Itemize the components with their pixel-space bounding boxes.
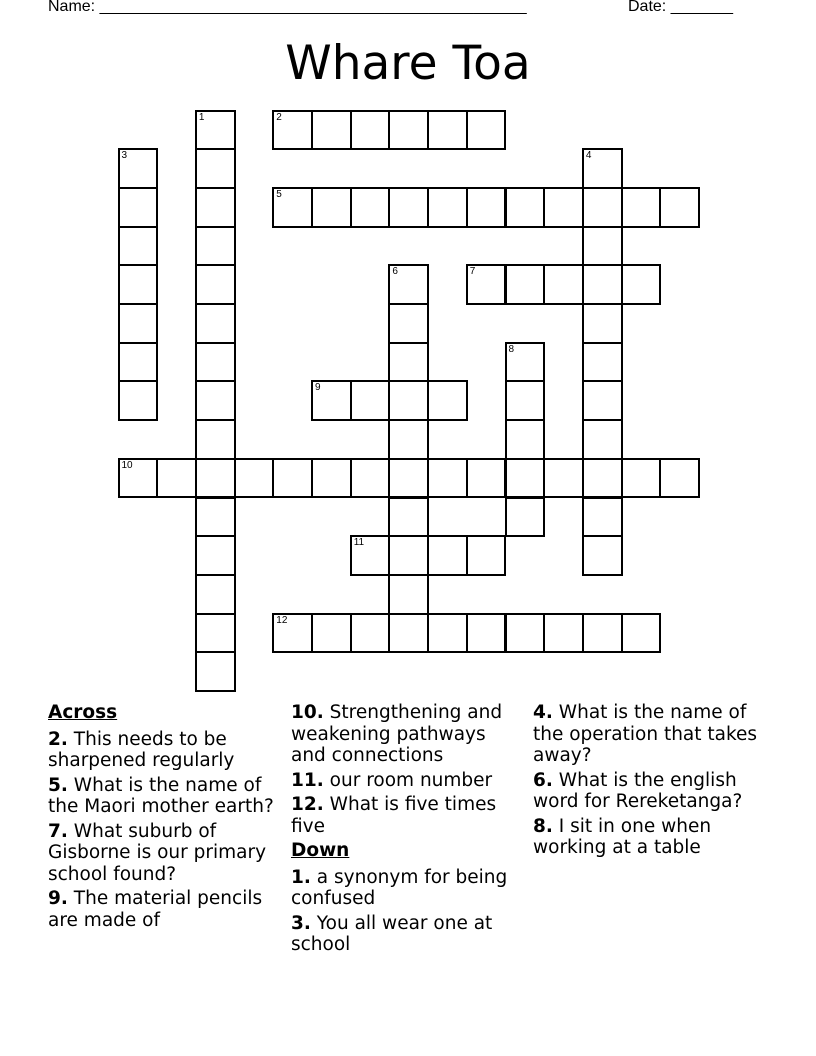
clue-text: What is the name of the Maori mother earth? — [48, 774, 274, 817]
grid-cell[interactable] — [659, 187, 700, 228]
grid-cell[interactable] — [505, 342, 546, 383]
grid-cell[interactable] — [466, 187, 507, 228]
clue-number: 12. — [291, 794, 324, 815]
grid-cell[interactable] — [427, 380, 468, 421]
clue-text: I sit in one when working at a table — [533, 815, 712, 858]
cell-number: 12 — [276, 614, 288, 626]
grid-cell[interactable] — [195, 497, 236, 538]
grid-cell[interactable] — [543, 264, 584, 305]
grid-cell[interactable] — [118, 303, 159, 344]
grid-cell[interactable] — [505, 613, 546, 654]
grid-cell[interactable] — [427, 535, 468, 576]
grid-cell[interactable] — [582, 187, 623, 228]
cell-number: 10 — [121, 459, 133, 471]
clue-down-1 — [291, 867, 521, 910]
grid-cell[interactable] — [621, 264, 662, 305]
grid-cell[interactable] — [195, 380, 236, 421]
grid-cell[interactable] — [582, 303, 623, 344]
cell-number: 11 — [353, 537, 365, 549]
grid-cell[interactable] — [388, 264, 429, 305]
grid-cell[interactable] — [388, 613, 429, 654]
grid-cell[interactable] — [466, 535, 507, 576]
grid-cell[interactable] — [350, 535, 391, 576]
cell-number: 2 — [276, 111, 282, 123]
grid-cell[interactable] — [388, 187, 429, 228]
grid-cell[interactable] — [118, 380, 159, 421]
grid-cell[interactable] — [388, 303, 429, 344]
cell-number: 4 — [585, 150, 592, 162]
grid-cell[interactable] — [621, 187, 662, 228]
clue-text: Strengthening and weakening pathways and connections — [291, 702, 503, 766]
grid-cell[interactable] — [659, 458, 700, 499]
clue-across-10 — [291, 702, 521, 767]
grid-cell[interactable] — [388, 497, 429, 538]
clue-text: This needs to be sharpened regularly — [48, 728, 235, 771]
grid-cell[interactable] — [388, 342, 429, 383]
grid-cell[interactable] — [388, 110, 429, 151]
grid-cell[interactable] — [582, 380, 623, 421]
clue-number: 1. — [291, 866, 311, 888]
grid-cell[interactable] — [195, 148, 236, 189]
grid-cell[interactable] — [234, 458, 275, 499]
clue-number: 4. — [533, 702, 553, 723]
name-field — [48, 0, 527, 16]
clue-down-3 — [291, 913, 521, 956]
down-heading: Down — [291, 840, 350, 861]
grid-cell[interactable] — [118, 226, 159, 267]
grid-cell[interactable] — [272, 613, 313, 654]
clue-number: 11. — [291, 769, 324, 791]
cell-number: 7 — [469, 266, 476, 278]
grid-cell[interactable] — [505, 458, 546, 499]
clue-down-6 — [533, 770, 768, 813]
clue-across-2 — [48, 729, 284, 772]
grid-cell[interactable] — [350, 613, 391, 654]
grid-cell[interactable] — [156, 458, 197, 499]
grid-cell[interactable] — [466, 613, 507, 654]
clue-column-1 — [48, 702, 284, 934]
grid-cell[interactable] — [195, 187, 236, 228]
grid-cell[interactable] — [505, 419, 546, 460]
grid-cell[interactable] — [505, 380, 546, 421]
grid-cell[interactable] — [350, 110, 391, 151]
clue-number: 5. — [48, 774, 68, 796]
clue-number: 8. — [533, 815, 553, 837]
grid-cell[interactable] — [118, 264, 159, 305]
grid-cell[interactable] — [427, 613, 468, 654]
clue-text: What is the name of the operation that takes away? — [533, 702, 758, 766]
clue-column-3 — [533, 702, 768, 862]
grid-cell[interactable] — [272, 458, 313, 499]
grid-cell[interactable] — [582, 226, 623, 267]
grid-cell[interactable] — [582, 419, 623, 460]
grid-cell[interactable] — [466, 110, 507, 151]
grid-cell[interactable] — [311, 613, 352, 654]
cell-number: 3 — [121, 150, 128, 162]
clue-text: What is the english word for Rereketanga? — [533, 769, 743, 812]
grid-cell[interactable] — [621, 613, 662, 654]
cell-number: 8 — [508, 343, 515, 355]
grid-cell[interactable] — [311, 458, 352, 499]
grid-cell[interactable] — [195, 264, 236, 305]
grid-cell[interactable] — [582, 342, 623, 383]
grid-cell[interactable] — [505, 264, 546, 305]
clue-column-2 — [291, 702, 521, 959]
grid-cell[interactable] — [388, 574, 429, 615]
grid-cell[interactable] — [272, 110, 313, 151]
grid-cell[interactable] — [195, 342, 236, 383]
grid-cell[interactable] — [195, 613, 236, 654]
clue-across-7 — [48, 821, 284, 886]
grid-cell[interactable] — [543, 187, 584, 228]
grid-cell[interactable] — [582, 613, 623, 654]
grid-cell[interactable] — [195, 419, 236, 460]
clue-number: 2. — [48, 728, 68, 750]
clue-down-4 — [533, 702, 768, 767]
clue-number: 3. — [291, 912, 311, 934]
grid-cell[interactable] — [582, 458, 623, 499]
grid-cell[interactable] — [118, 148, 159, 189]
grid-cell[interactable] — [388, 535, 429, 576]
grid-cell[interactable] — [195, 535, 236, 576]
grid-cell[interactable] — [388, 458, 429, 499]
grid-cell[interactable] — [582, 497, 623, 538]
cell-number: 5 — [276, 188, 282, 200]
clue-across-9 — [48, 888, 284, 931]
grid-cell[interactable] — [582, 264, 623, 305]
clue-text: a synonym for being confused — [291, 866, 508, 909]
clue-number: 6. — [533, 769, 553, 791]
clue-text: The material pencils are made of — [48, 888, 263, 931]
clue-across-11 — [291, 770, 521, 792]
cell-number: 1 — [198, 111, 205, 123]
grid-cell[interactable] — [505, 497, 546, 538]
name-line[interactable]: ________________________________________________ — [99, 0, 527, 15]
date-label: Date: — [628, 0, 671, 15]
grid-cell[interactable] — [427, 458, 468, 499]
grid-cell[interactable] — [388, 380, 429, 421]
grid-cell[interactable] — [350, 380, 391, 421]
grid-cell[interactable] — [466, 264, 507, 305]
cell-number: 9 — [315, 382, 321, 394]
grid-cell[interactable] — [466, 458, 507, 499]
clue-text: What is five times five — [291, 794, 497, 837]
cell-number: 6 — [392, 266, 398, 278]
clue-text: our room number — [329, 769, 493, 791]
clue-number: 7. — [48, 820, 68, 842]
puzzle-title: Whare Toa — [285, 36, 531, 91]
grid-cell[interactable] — [311, 187, 352, 228]
date-line[interactable]: _______ — [670, 0, 733, 15]
grid-cell[interactable] — [350, 187, 391, 228]
grid-cell[interactable] — [118, 187, 159, 228]
clue-number: 10. — [291, 702, 324, 723]
grid-cell[interactable] — [505, 187, 546, 228]
grid-cell[interactable] — [195, 458, 236, 499]
clue-across-5 — [48, 775, 284, 818]
grid-cell[interactable] — [350, 458, 391, 499]
grid-cell[interactable] — [311, 110, 352, 151]
grid-cell[interactable] — [311, 380, 352, 421]
grid-cell[interactable] — [272, 187, 313, 228]
clue-across-12 — [291, 794, 521, 837]
grid-cell[interactable] — [118, 342, 159, 383]
grid-cell[interactable] — [195, 651, 236, 692]
date-field — [628, 0, 733, 16]
grid-cell[interactable] — [195, 574, 236, 615]
grid-cell[interactable] — [427, 110, 468, 151]
grid-cell[interactable] — [582, 535, 623, 576]
grid-cell[interactable] — [621, 458, 662, 499]
grid-cell[interactable] — [543, 458, 584, 499]
grid-cell[interactable] — [582, 148, 623, 189]
clue-number: 9. — [48, 888, 68, 909]
clue-down-8 — [533, 816, 768, 859]
name-label: Name: — [48, 0, 100, 15]
across-heading: Across — [48, 702, 118, 723]
grid-cell[interactable] — [195, 110, 236, 151]
grid-cell[interactable] — [427, 187, 468, 228]
grid-cell[interactable] — [118, 458, 159, 499]
clue-text: What suburb of Gisborne is our primary school found? — [48, 820, 267, 885]
grid-cell[interactable] — [543, 613, 584, 654]
grid-cell[interactable] — [195, 226, 236, 267]
clue-text: You all wear one at school — [291, 912, 493, 955]
grid-cell[interactable] — [195, 303, 236, 344]
grid-cell[interactable] — [388, 419, 429, 460]
